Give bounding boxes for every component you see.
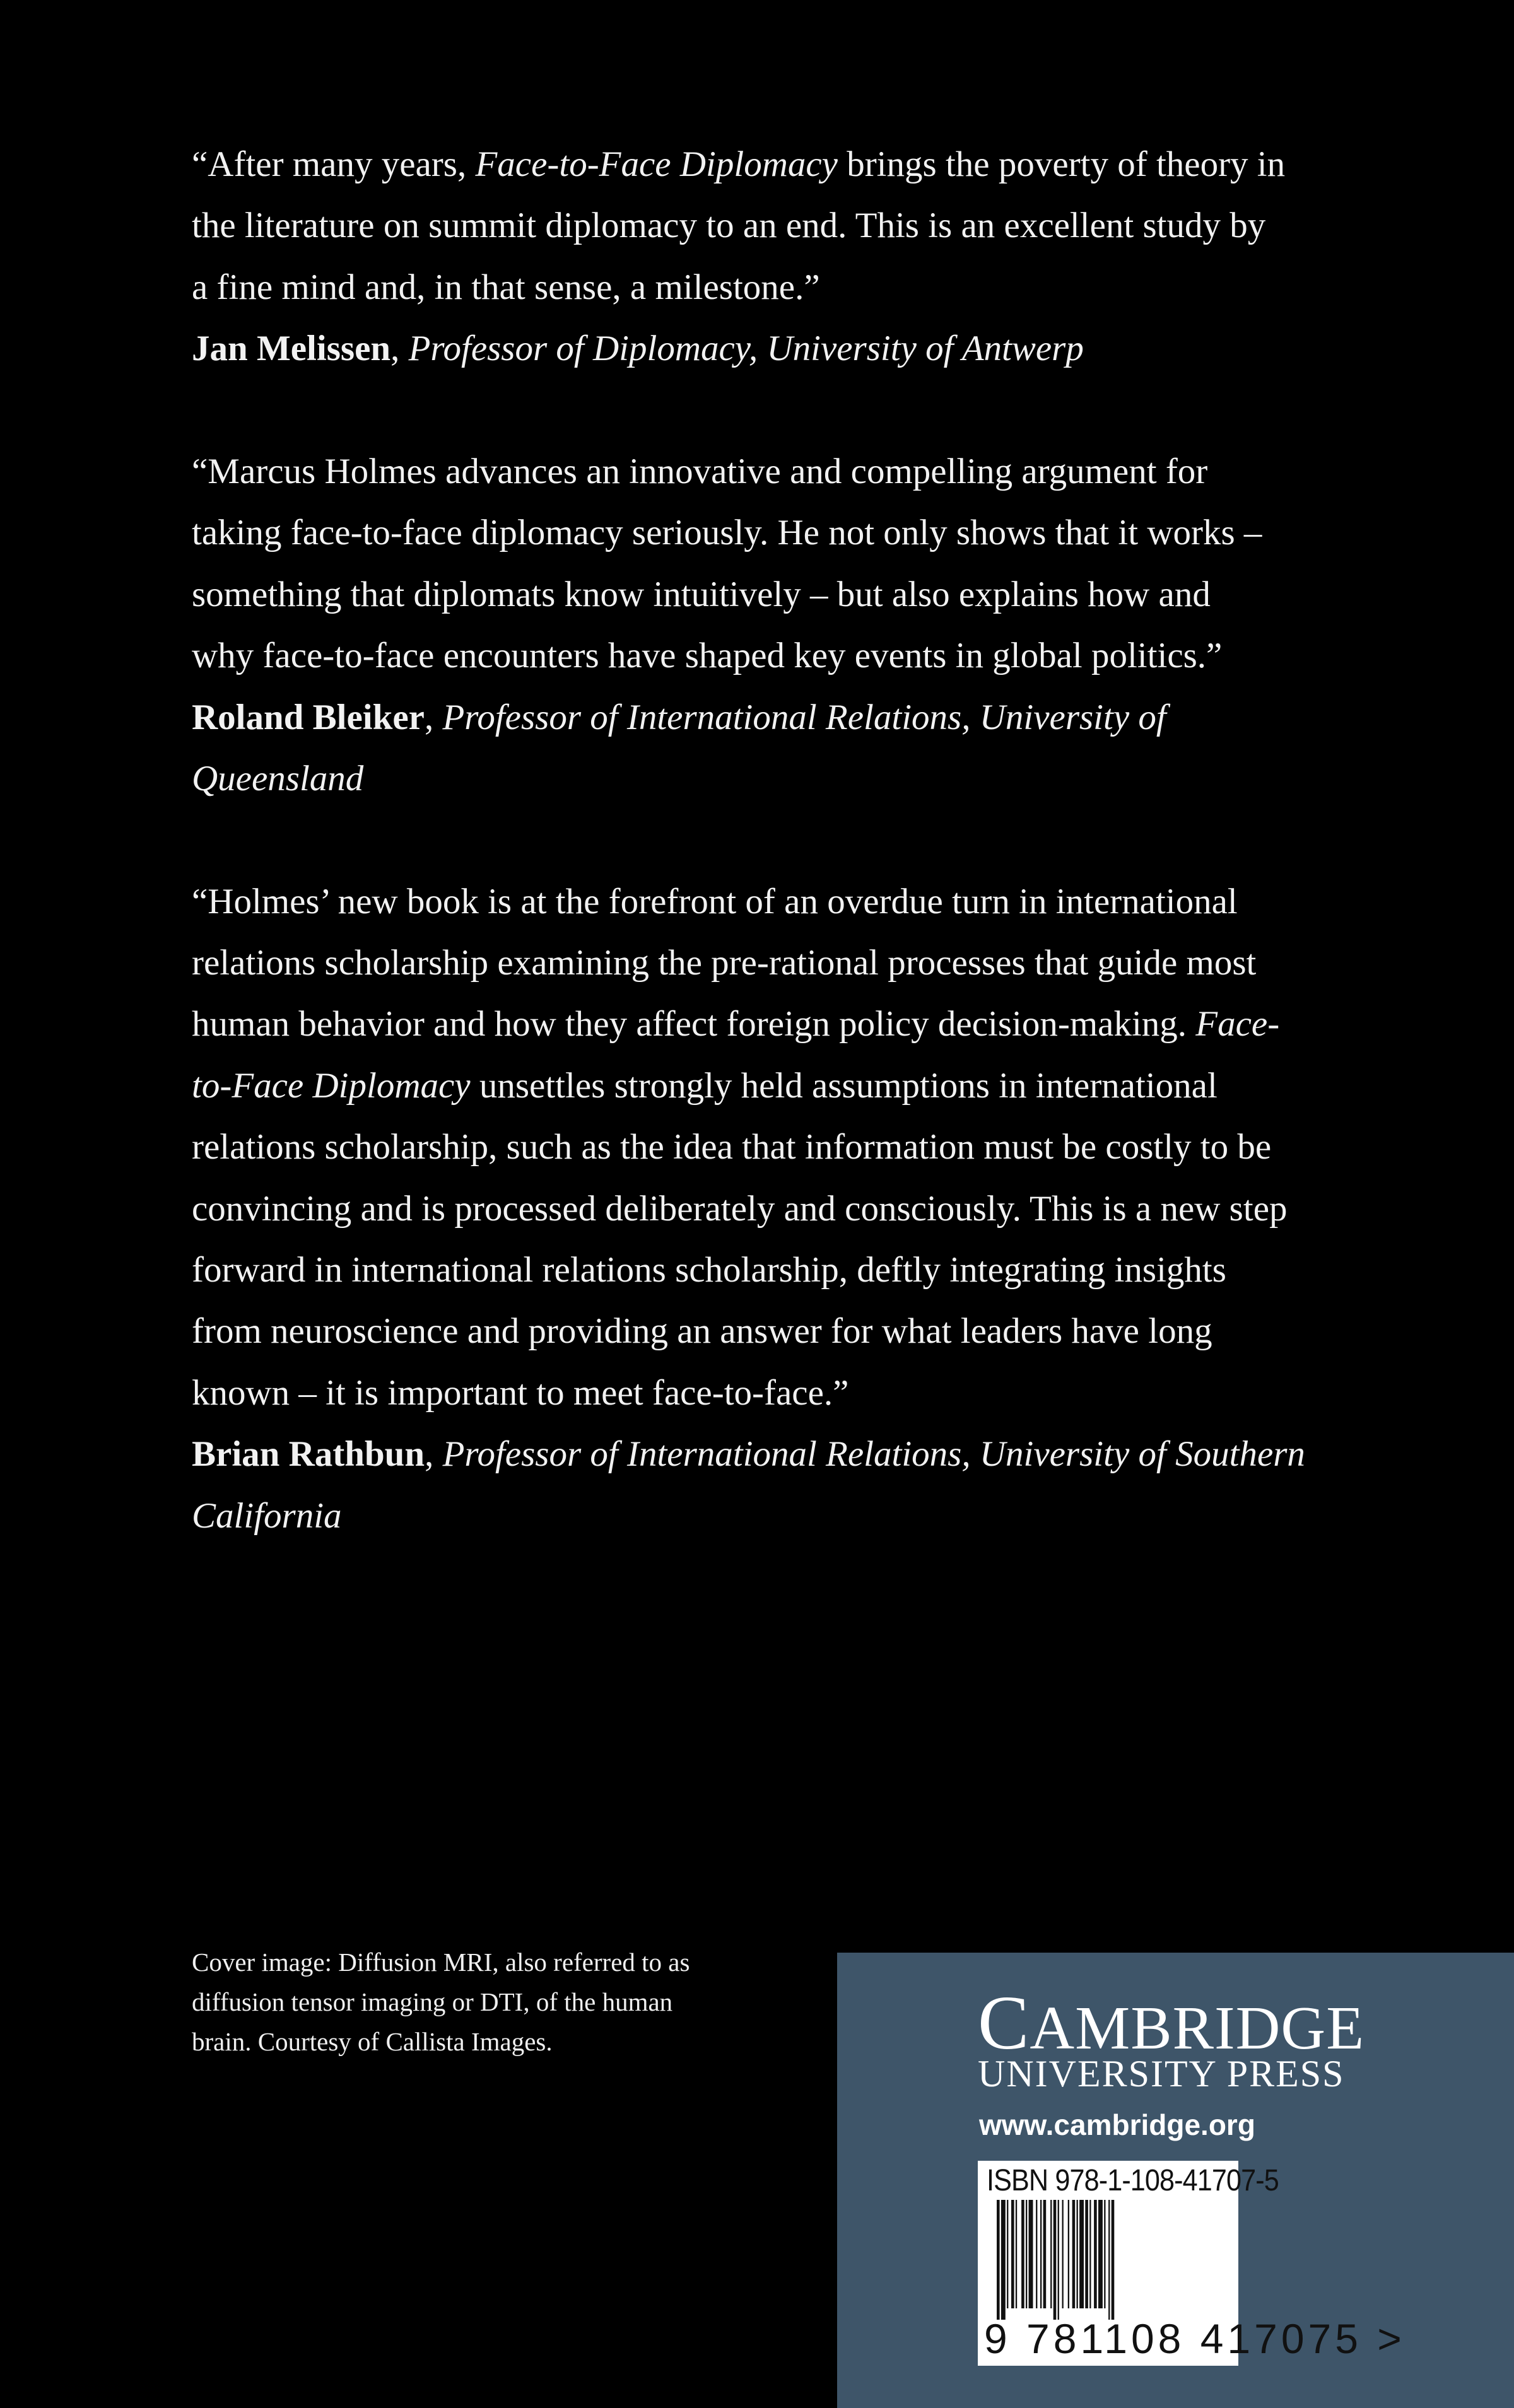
italic-text: Professor of Diplomacy, University of Antwerp (408, 329, 1084, 369)
caption-line: Cover image: Diffusion MRI, also referred to as (192, 1948, 690, 1977)
endorsement-quote (192, 871, 1453, 1546)
publisher-subtitle: UNIVERSITY PRESS (978, 2053, 1345, 2095)
quote-line (192, 441, 1453, 502)
barcode-bar (1016, 2200, 1017, 2308)
italic-text: Face-to-Face Diplomacy (475, 144, 838, 184)
quote-line (192, 625, 1453, 686)
endorsement-quote (192, 134, 1453, 380)
quote-text: the literature on summit diplomacy to an end. This is an excellent study by (192, 206, 1266, 246)
barcode-bar (1077, 2200, 1078, 2308)
quote-text: taking face-to-face diplomacy seriously. He not only shows that it works – (192, 513, 1262, 553)
barcode-bar (1094, 2200, 1097, 2308)
quote-line (192, 748, 1453, 809)
quote-line (192, 1485, 1453, 1546)
endorsements (192, 134, 1453, 1546)
barcode-bar (1053, 2200, 1057, 2320)
isbn-barcode (978, 2161, 1405, 2366)
quote-text: , (424, 697, 443, 737)
quote-text: brings the poverty of theory in (837, 144, 1286, 184)
barcode-bar (1085, 2200, 1088, 2308)
caption-line: diffusion tensor imaging or DTI, of the human (192, 1987, 673, 2016)
barcode-bar (1026, 2200, 1027, 2308)
quote-line (192, 257, 1453, 318)
barcode-bar (1011, 2200, 1014, 2308)
italic-text: Professor of International Relations, University of (442, 697, 1166, 737)
quote-line (192, 1178, 1453, 1239)
quote-text: relations scholarship, such as the idea that information must be costly to be (192, 1127, 1272, 1167)
barcode-bar (1104, 2200, 1105, 2308)
quote-line (192, 1423, 1453, 1485)
quote-text: known – it is important to meet face-to-face.” (192, 1372, 849, 1413)
barcode-bar (1001, 2200, 1006, 2320)
barcode-bar (1007, 2200, 1008, 2308)
quote-line (192, 1055, 1453, 1116)
quote-text: something that diplomats know intuitively – but also explains how and (192, 574, 1211, 614)
quote-text: “Holmes’ new book is at the forefront of an overdue turn in international (192, 881, 1238, 921)
barcode-bar (1108, 2200, 1110, 2320)
quote-line (192, 932, 1453, 993)
quote-text: unsettles strongly held assumptions in international (470, 1065, 1218, 1106)
quote-line (192, 993, 1453, 1055)
endorser-name: Jan Melissen (192, 329, 391, 369)
barcode-bar (1029, 2200, 1033, 2308)
barcode-bar (1089, 2200, 1091, 2308)
endorsement-quote (192, 441, 1453, 809)
logo-initial: C (978, 1980, 1030, 2066)
quote-line (192, 502, 1453, 563)
barcode-bar (1068, 2200, 1069, 2308)
barcode-bar (1050, 2200, 1052, 2308)
barcode-bar (1043, 2200, 1047, 2308)
quote-line (192, 564, 1453, 625)
paragraph-spacer (192, 380, 1453, 441)
quote-text: “After many years, (192, 144, 476, 184)
quote-text: a fine mind and, in that sense, a milestone.” (192, 267, 820, 307)
barcode-bar (1021, 2200, 1024, 2308)
quote-line (192, 871, 1453, 932)
quote-line (192, 1239, 1453, 1300)
publisher-panel (837, 1953, 1514, 2408)
quote-text: “Marcus Holmes advances an innovative and compelling argument for (192, 451, 1208, 491)
barcode-bars (997, 2200, 1180, 2320)
quote-text: from neuroscience and providing an answer for what leaders have long (192, 1311, 1212, 1352)
quote-text: why face-to-face encounters have shaped key events in global politics.” (192, 636, 1223, 676)
barcode-bar (1112, 2200, 1115, 2320)
quote-line (192, 1116, 1453, 1178)
quote-line (192, 1300, 1453, 1362)
barcode-bar (1062, 2200, 1064, 2308)
barcode-bar (1036, 2200, 1037, 2308)
publisher-url: www.cambridge.org (979, 2108, 1255, 2141)
quote-text: human behavior and how they affect foreign policy decision-making. (192, 1004, 1196, 1044)
barcode-bar (1072, 2200, 1076, 2308)
quote-line (192, 687, 1453, 748)
quote-line (192, 1362, 1453, 1423)
quote-text: convincing and is processed deliberately and consciously. This is a new step (192, 1188, 1288, 1229)
quote-text: , (390, 329, 409, 369)
italic-text: Face- (1195, 1004, 1280, 1044)
quote-text: , (425, 1434, 443, 1475)
caption-line: brain. Courtesy of Callista Images. (192, 2027, 553, 2056)
quote-text: relations scholarship examining the pre-rational processes that guide most (192, 943, 1257, 983)
barcode-bar (1098, 2200, 1103, 2308)
barcode-bar (997, 2200, 1000, 2320)
barcode-digits: 9 781108 417075 > (984, 2315, 1405, 2362)
endorser-name: Roland Bleiker (192, 697, 425, 737)
italic-text: California (192, 1495, 342, 1536)
quote-line (192, 134, 1453, 195)
cover-image-credit (192, 1943, 690, 2062)
italic-text: Professor of International Relations, University of Southern (442, 1434, 1305, 1475)
barcode-bar (1058, 2200, 1059, 2320)
quote-line (192, 318, 1453, 379)
italic-text: Queensland (192, 758, 364, 798)
paragraph-spacer (192, 809, 1453, 870)
logo-name: AMBRIDGE (1030, 1994, 1365, 2062)
italic-text: to-Face Diplomacy (192, 1065, 471, 1106)
isbn-text: ISBN 978-1-108-41707-5 (987, 2164, 1279, 2197)
barcode-bar (1079, 2200, 1084, 2308)
barcode-bar (1040, 2200, 1042, 2308)
endorser-name: Brian Rathbun (192, 1434, 425, 1475)
quote-line (192, 195, 1453, 256)
quote-text: forward in international relations scholarship, deftly integrating insights (192, 1250, 1226, 1290)
